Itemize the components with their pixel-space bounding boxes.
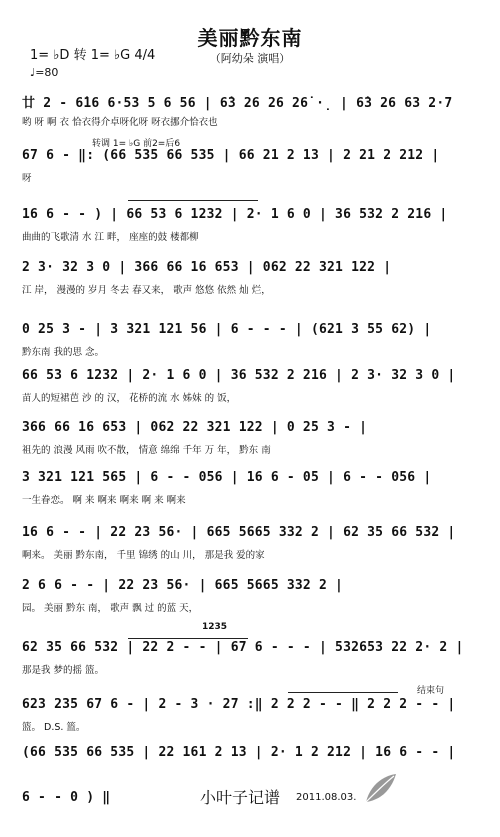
lyrics-row: 江 岸， 漫漫的 岁月 冬去 春又来， 歌声 悠悠 依然 灿 烂， [22, 285, 271, 296]
leaf-icon [360, 768, 400, 808]
notation-row: 3 321 121 565 | 6 - - 056 | 16 6 - 05 | 6 - - 056 | [22, 470, 432, 485]
score-line [22, 139, 482, 190]
notation-row: 366 66 16 653 | 062 22 321 122 | 0 25 3 - | [22, 420, 368, 435]
notation-row: 2 6 6 - - | 22 23 56· | 665 5665 332 2 | [22, 578, 344, 593]
score-line [22, 368, 482, 410]
notation-row: 6 - - 0 ) ‖ [22, 790, 111, 805]
score-line [22, 260, 482, 302]
lyrics-row: 呀 [22, 173, 32, 184]
lyrics-row: 一生眷恋。 啊 来 啊来 啊来 啊 来 啊来 [22, 495, 186, 506]
notation-row: 66 53 6 1232 | 2· 1 6 0 | 36 532 2 216 | 2 3· 32 3 0 | [22, 368, 456, 383]
notation-row: 62 35 66 532 | 22 2 - - | 67 6 - - - | 532653 22 2· 2 | [22, 640, 464, 655]
score-line [22, 470, 482, 512]
notation-row: 2 3· 32 3 0 | 366 66 16 653 | 062 22 321 122 | [22, 260, 392, 275]
notation-row: 623 235 67 6 - | 2 - 3 · 27 :‖ 2 2 2 - - ‖ 2 2 2 - - | [22, 697, 456, 712]
lyrics-row: 那是我 梦的摇 篮。 [22, 665, 105, 676]
tempo-marking: ♩=80 [30, 66, 59, 79]
score-line [22, 578, 482, 620]
volta-bracket [288, 692, 398, 693]
lyrics-row: 祖先的 浪漫 风雨 吹不散， 情意 绵绵 千年 万 年， 黔东 南 [22, 445, 271, 456]
notation-row: 67 6 - ‖: (66 535 66 535 | 66 21 2 13 | 2 21 2 212 | [22, 148, 440, 163]
notation-row: 0 25 3 - | 3 321 121 56 | 6 - - - | (621 3 55 62) | [22, 322, 432, 337]
lyrics-row: 苗人的短裙芭 沙 的 汉， 花桥的流 水 姊妹 的 饭， [22, 393, 237, 404]
date-stamp: 2011.08.03. [296, 792, 357, 803]
lyrics-row: 黔东南 我的思 念。 [22, 347, 105, 358]
lyrics-row: 曲曲的飞歌清 水 江 畔， 座座的鼓 楼都柳 [22, 232, 199, 243]
score-line [22, 622, 482, 682]
bracket-notes: 1235 [202, 622, 228, 632]
ending-marker: 结束句 [417, 686, 445, 696]
lyrics-row: 啊来。 美丽 黔东南， 千里 锦绣 的山 川， 那是我 爱的家 [22, 550, 265, 561]
lyrics-row: 篮。 D.S. 篮。 [22, 722, 86, 733]
lyrics-row: 园。 美丽 黔东 南， 歌声 飘 过 的蓝 天， [22, 603, 199, 614]
score-line [22, 686, 482, 739]
key-signature: 1= ♭D 转 1= ♭G 4/4 [30, 48, 156, 63]
volta-bracket [128, 638, 248, 639]
modulation-note: 转调 1= ♭G 前2=后6 [92, 139, 181, 149]
score-line [22, 525, 482, 567]
score-line [22, 420, 482, 462]
score-line [22, 92, 482, 134]
notation-row: 16 6 - - | 22 23 56· | 665 5665 332 2 | 62 35 66 532 | [22, 525, 456, 540]
page-title: 美丽黔东南 [197, 26, 303, 50]
score-line [22, 207, 482, 249]
volta-bracket [128, 200, 258, 201]
score-line [22, 322, 482, 364]
notation-row: (66 535 66 535 | 22 161 2 13 | 2· 1 2 212 | 16 6 - - | [22, 745, 456, 760]
lyrics-row: 哟 呀 啊 衣 恰衣得介卓呀化呀 呀衣挪介恰衣也 [22, 117, 218, 128]
notation-row: 廿 2 - 6̇16 6·53 5 6 56 | 6̇3 26 26 26̇ ·̣ | 6̇3 26 63 2·7 [22, 96, 453, 111]
performer-subtitle: （阿幼朵 演唱） [209, 52, 291, 65]
signature: 小叶子记谱 [200, 788, 281, 807]
notation-row: 16 6 - - ) | 66 53 6 1232 | 2· 1 6 0 | 36 532 2 216 | [22, 207, 448, 222]
score-line [22, 745, 482, 787]
